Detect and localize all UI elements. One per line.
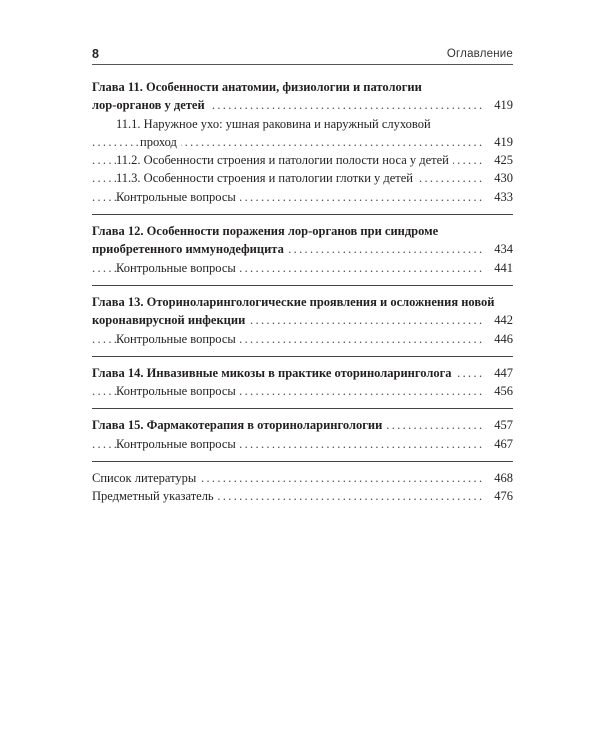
toc-entry [92, 382, 513, 400]
toc-entry-page: 476 [490, 487, 513, 505]
toc-entry-title: Контрольные вопросы [116, 188, 240, 206]
toc-entry [92, 240, 513, 258]
toc-entry-title: 11.2. Особенности строения и патологии полости носа у детей [116, 151, 453, 169]
toc-entry-page: 419 [490, 133, 513, 151]
toc-entry [92, 115, 513, 133]
toc-entry-page: 456 [490, 382, 513, 400]
toc-entry-page: 442 [490, 311, 513, 329]
toc-entry [92, 469, 513, 487]
toc-entry-title: Контрольные вопросы [116, 330, 240, 348]
toc-entry [92, 133, 513, 151]
toc-entry-title: проход [140, 133, 181, 151]
toc-entry-page: 447 [490, 364, 513, 382]
toc-section [92, 222, 513, 286]
toc-entry-title: Глава 12. Особенности поражения лор-органов при синдроме [92, 222, 442, 240]
toc-entry [92, 487, 513, 505]
toc-entry [92, 293, 513, 311]
toc-entry-page: 433 [490, 188, 513, 206]
toc-entry-page: 425 [490, 151, 513, 169]
toc-entry [92, 169, 513, 187]
toc-entry [92, 96, 513, 114]
toc-entry-title: Глава 14. Инвазивные микозы в практике оториноларинголога [92, 364, 456, 382]
toc-entry-page: 434 [490, 240, 513, 258]
toc-entry-title: Контрольные вопросы [116, 382, 240, 400]
toc-entry-title: Глава 13. Оториноларингологические проявления и осложнения новой [92, 293, 498, 311]
toc-section [92, 416, 513, 462]
toc-entry-title: Глава 11. Особенности анатомии, физиологии и патологии [92, 78, 426, 96]
table-of-contents [92, 78, 513, 521]
toc-entry-page: 419 [490, 96, 513, 114]
toc-section [92, 293, 513, 357]
toc-entry [92, 78, 513, 96]
toc-entry-page: 441 [490, 259, 513, 277]
toc-entry [92, 311, 513, 329]
toc-entry-title: Контрольные вопросы [116, 435, 240, 453]
toc-entry [92, 364, 513, 382]
toc-entry-page: 467 [490, 435, 513, 453]
toc-entry-title: коронавирусной инфекции [92, 311, 249, 329]
toc-entry [92, 222, 513, 240]
toc-entry [92, 330, 513, 348]
toc-entry-title: 11.1. Наружное ухо: ушная раковина и наружный слуховой [116, 115, 435, 133]
page-header [92, 44, 513, 65]
toc-entry [92, 151, 513, 169]
running-title: Оглавление [446, 48, 513, 60]
toc-entry-title: лор-органов у детей [92, 96, 209, 114]
toc-entry-title: 11.3. Особенности строения и патологии глотки у детей [116, 169, 417, 187]
toc-entry [92, 416, 513, 434]
toc-entry [92, 435, 513, 453]
toc-entry-title: приобретенного иммунодефицита [92, 240, 288, 258]
page-number: 8 [92, 47, 99, 61]
toc-entry-title: Глава 15. Фармакотерапия в оториноларингологии [92, 416, 386, 434]
toc-entry-page: 468 [490, 469, 513, 487]
toc-entry-page: 430 [490, 169, 513, 187]
toc-section [92, 364, 513, 410]
toc-entry-title: Список литературы [92, 469, 200, 487]
toc-entry [92, 259, 513, 277]
toc-section [92, 469, 513, 514]
toc-entry-page: 446 [490, 330, 513, 348]
toc-section [92, 78, 513, 215]
toc-entry-title: Контрольные вопросы [116, 259, 240, 277]
toc-entry-title: Предметный указатель [92, 487, 218, 505]
toc-entry [92, 188, 513, 206]
toc-entry-page: 457 [490, 416, 513, 434]
